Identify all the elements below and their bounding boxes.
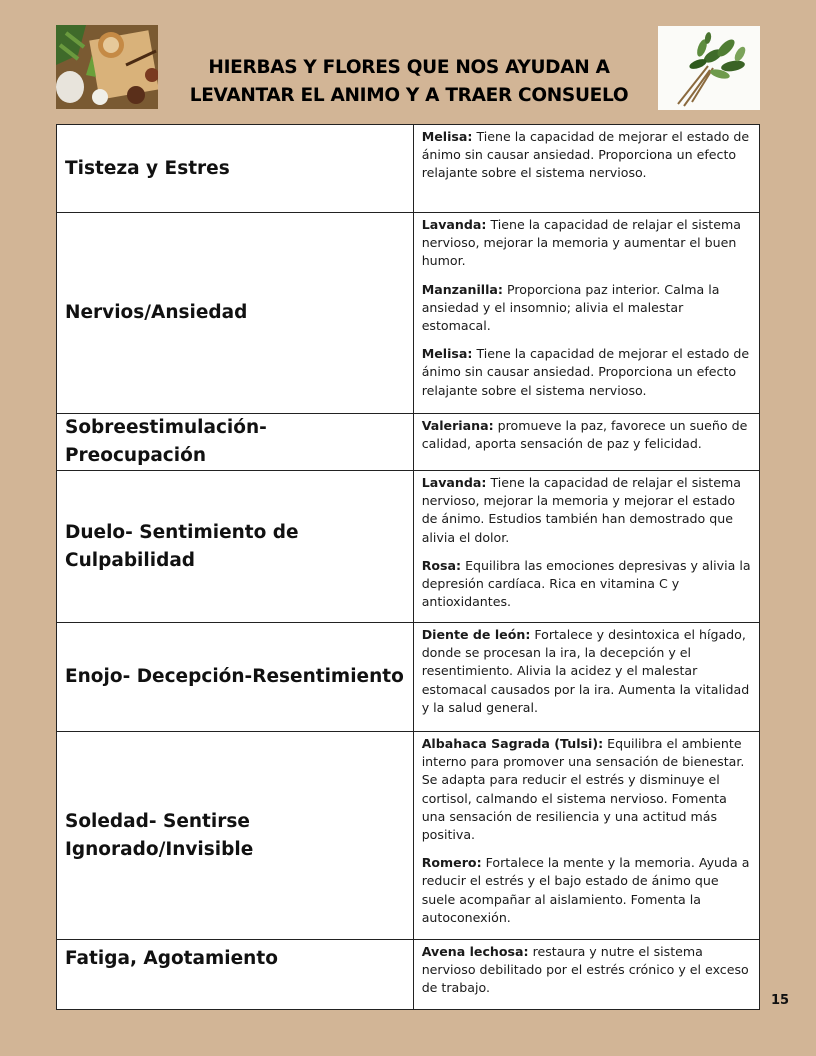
herb-name: Valeriana: <box>421 418 494 433</box>
herb-entry <box>422 854 751 927</box>
herb-entry <box>422 128 751 183</box>
herb-description: Tiene la capacidad de relajar el sistema nervioso, mejorar la memoria y aumentar el buen humor. <box>421 217 741 269</box>
herb-description: Tiene la capacidad de mejorar el estado de ánimo sin causar ansiedad. Proporciona un efecto relajante sobre el sistema nervioso. <box>421 129 750 181</box>
herb-entry <box>422 417 751 453</box>
herb-description: Proporciona paz interior. Calma la ansiedad y el insomnio; alivia el malestar estomacal. <box>421 281 720 334</box>
herb-name: Lavanda: <box>421 217 487 232</box>
herb-name: Lavanda: <box>421 475 487 490</box>
category-cell: Nervios/Ansiedad <box>57 213 414 414</box>
herb-entry <box>422 474 751 547</box>
table-row <box>57 213 760 414</box>
category-cell: Duelo- Sentimiento de Culpabilidad <box>57 471 414 623</box>
description-cell <box>413 732 759 940</box>
herb-name: Romero: <box>421 855 482 871</box>
herb-name: Albahaca Sagrada (Tulsi): <box>421 736 604 751</box>
title-line-2: LEVANTAR EL ANIMO Y A TRAER CONSUELO <box>189 85 629 106</box>
herb-entry <box>422 557 751 612</box>
herb-name: Rosa: <box>421 557 462 573</box>
title-line-1: HIERBAS Y FLORES QUE NOS AYUDAN A <box>208 57 610 78</box>
description-cell <box>413 940 759 1010</box>
herb-name: Diente de león: <box>421 627 531 642</box>
table-row <box>57 414 760 471</box>
herb-bouquet-photo <box>658 26 760 110</box>
herb-name: Manzanilla: <box>421 281 503 297</box>
herb-name: Melisa: <box>421 346 473 362</box>
herb-description: Fortalece y desintoxica el hígado, donde se procesan la ira, la decepción y el resentimiento. Alivia la acidez y el malestar estomacal causados por la ira. Aumenta la vitalidad y la salud general. <box>421 627 750 715</box>
description-cell <box>413 125 759 213</box>
category-cell: Tisteza y Estres <box>57 125 414 213</box>
description-cell <box>413 471 759 623</box>
category-cell: Enojo- Decepción-Resentimiento <box>57 623 414 732</box>
table-row <box>57 471 760 623</box>
herb-entry <box>422 735 751 844</box>
herb-description: Tiene la capacidad de relajar el sistema nervioso, mejorar la memoria y mejorar el estado de ánimo. Estudios también han demostrado que alivia el dolor. <box>421 475 741 545</box>
page-number: 15 <box>771 993 790 1008</box>
category-cell: Soledad- Sentirse Ignorado/Invisible <box>57 732 414 940</box>
herb-entry <box>422 943 751 998</box>
herb-entry <box>422 216 751 271</box>
herb-description: promueve la paz, favorece un sueño de calidad, aporta sensación de paz y felicidad. <box>421 418 748 452</box>
herbs-spices-photo <box>56 25 158 109</box>
table-row <box>57 125 760 213</box>
herb-description: Tiene la capacidad de mejorar el estado de ánimo sin causar ansiedad. Proporciona un efecto relajante sobre el sistema nervioso. <box>421 346 750 398</box>
herb-description: Equilibra las emociones depresivas y alivia la depresión cardíaca. Rica en vitamina C y antioxidantes. <box>421 557 751 610</box>
herb-entry <box>422 345 751 400</box>
table-row <box>57 940 760 1010</box>
herb-entry <box>422 626 751 717</box>
page-title <box>165 54 653 110</box>
category-cell: Fatiga, Agotamiento <box>57 940 414 1010</box>
description-cell <box>413 213 759 414</box>
herbs-table <box>56 124 760 1010</box>
herb-name: Avena lechosa: <box>421 944 529 959</box>
herb-description: Fortalece la mente y la memoria. Ayuda a reducir el estrés y el bajo estado de ánimo que suele acompañar al aislamiento. Fomenta la autoconexión. <box>421 855 750 925</box>
description-cell <box>413 623 759 732</box>
table-row <box>57 732 760 940</box>
herb-entry <box>422 281 751 336</box>
description-cell <box>413 414 759 471</box>
herb-description: Equilibra el ambiente interno para promover una sensación de bienestar. Se adapta para reducir el estrés y disminuye el cortisol, calmando el sistema nervioso. Fomenta una sensación de resiliencia y una actitud más positiva. <box>421 736 745 843</box>
table-row <box>57 623 760 732</box>
herb-description: restaura y nutre el sistema nervioso debilitado por el estrés crónico y el exceso de trabajo. <box>421 944 749 996</box>
category-cell: Sobreestimulación-Preocupación <box>57 414 414 471</box>
herb-name: Melisa: <box>421 129 473 144</box>
